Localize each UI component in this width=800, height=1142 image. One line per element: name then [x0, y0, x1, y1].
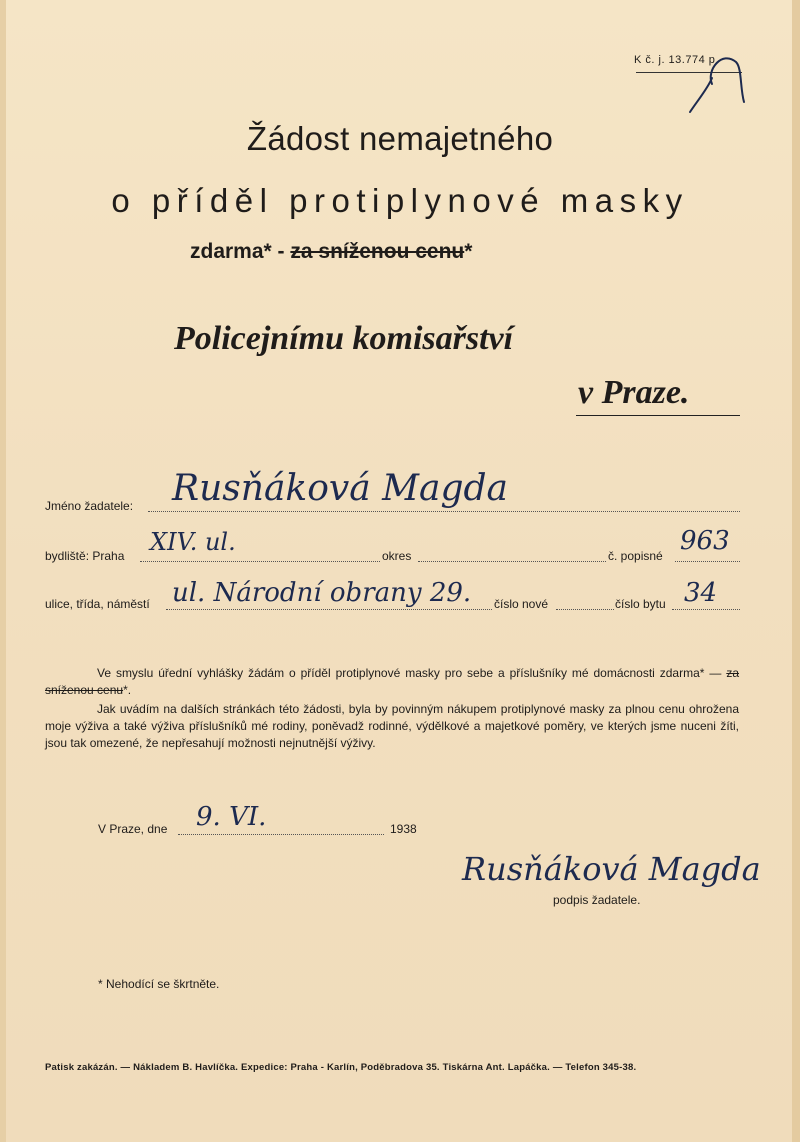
district-dotted-line: [418, 561, 606, 562]
house-number-dotted-line: [675, 561, 740, 562]
footnote: * Nehodící se škrtněte.: [98, 977, 220, 991]
request-paragraph: [45, 665, 739, 699]
residence-label: bydliště: Praha: [45, 549, 125, 563]
street-label: ulice, třída, náměstí: [45, 597, 150, 611]
date-handwritten: 9. VI.: [196, 802, 267, 832]
request-text: Ve smyslu úřední vyhlášky žádám o příděl protiplynové masky pro sebe a příslušníky mé domácnosti zdarma* —: [97, 666, 722, 680]
signature-label: podpis žadatele.: [553, 893, 641, 907]
option-free: zdarma*: [190, 240, 272, 263]
flat-number-handwritten: 34: [684, 578, 718, 608]
paper-edge-right: [792, 0, 800, 1142]
flat-number-dotted-line: [672, 609, 740, 610]
residence-dotted-line: [140, 561, 380, 562]
document-title-line2: o příděl protiplynové masky: [111, 182, 689, 219]
street-dotted-line: [166, 609, 492, 610]
name-handwritten: Rusňáková Magda: [172, 468, 509, 509]
document-title-line1: Žádost nemajetného: [246, 120, 554, 157]
printer-footer: Patisk zakázán. — Nákladem B. Havlíčka. Expedice: Praha - Karlín, Poděbradova 35. Tiskárna Ant. Lapáčka. — Telefon 345-38.: [45, 1062, 637, 1073]
option-asterisk: *: [464, 240, 473, 263]
district-label: okres: [382, 549, 412, 563]
request-struck-option: za sníženou cenu: [45, 666, 739, 697]
addressee-underline: [576, 415, 740, 416]
price-option-line: [190, 240, 472, 264]
name-label: Jméno žadatele:: [45, 499, 134, 513]
request-end: *.: [123, 683, 132, 697]
paper-edge-left: [0, 0, 6, 1142]
date-label: V Praze, dne: [98, 822, 168, 836]
reference-pen-mark: [650, 40, 760, 130]
signature-handwritten: Rusňáková Magda: [462, 850, 761, 888]
option-separator: -: [271, 240, 291, 263]
name-dotted-line: [148, 511, 740, 512]
date-year: 1938: [390, 822, 417, 836]
new-number-label: číslo nové: [494, 597, 549, 611]
house-number-handwritten: 963: [680, 526, 730, 556]
date-dotted-line: [178, 834, 384, 835]
street-handwritten: ul. Národní obrany 29.: [172, 578, 472, 608]
addressee-line2: v Praze.: [578, 374, 690, 411]
house-number-label: č. popisné: [608, 549, 663, 563]
new-number-dotted-line: [556, 609, 614, 610]
justification-paragraph: Jak uvádím na dalších stránkách této žádosti, byla by povinným nákupem protiplynové masky za plnou cenu ohrožena moje výživa a také výživa příslušníků mé rodiny, poněvadž rodinné, výdělkové a majetkové poměry, ve kterých jsme nuceni žíti, jsou tak omezené, že nepřesahují možnosti nejnutnější výživy.: [45, 702, 739, 750]
reference-number: K č. j. 13.774 p.: [634, 54, 719, 66]
option-reduced-struck: za sníženou cenu: [290, 240, 465, 263]
residence-handwritten: XIV. ul.: [150, 528, 236, 556]
addressee-line1: Policejnímu komisařství: [174, 320, 514, 357]
flat-number-label: číslo bytu: [615, 597, 666, 611]
